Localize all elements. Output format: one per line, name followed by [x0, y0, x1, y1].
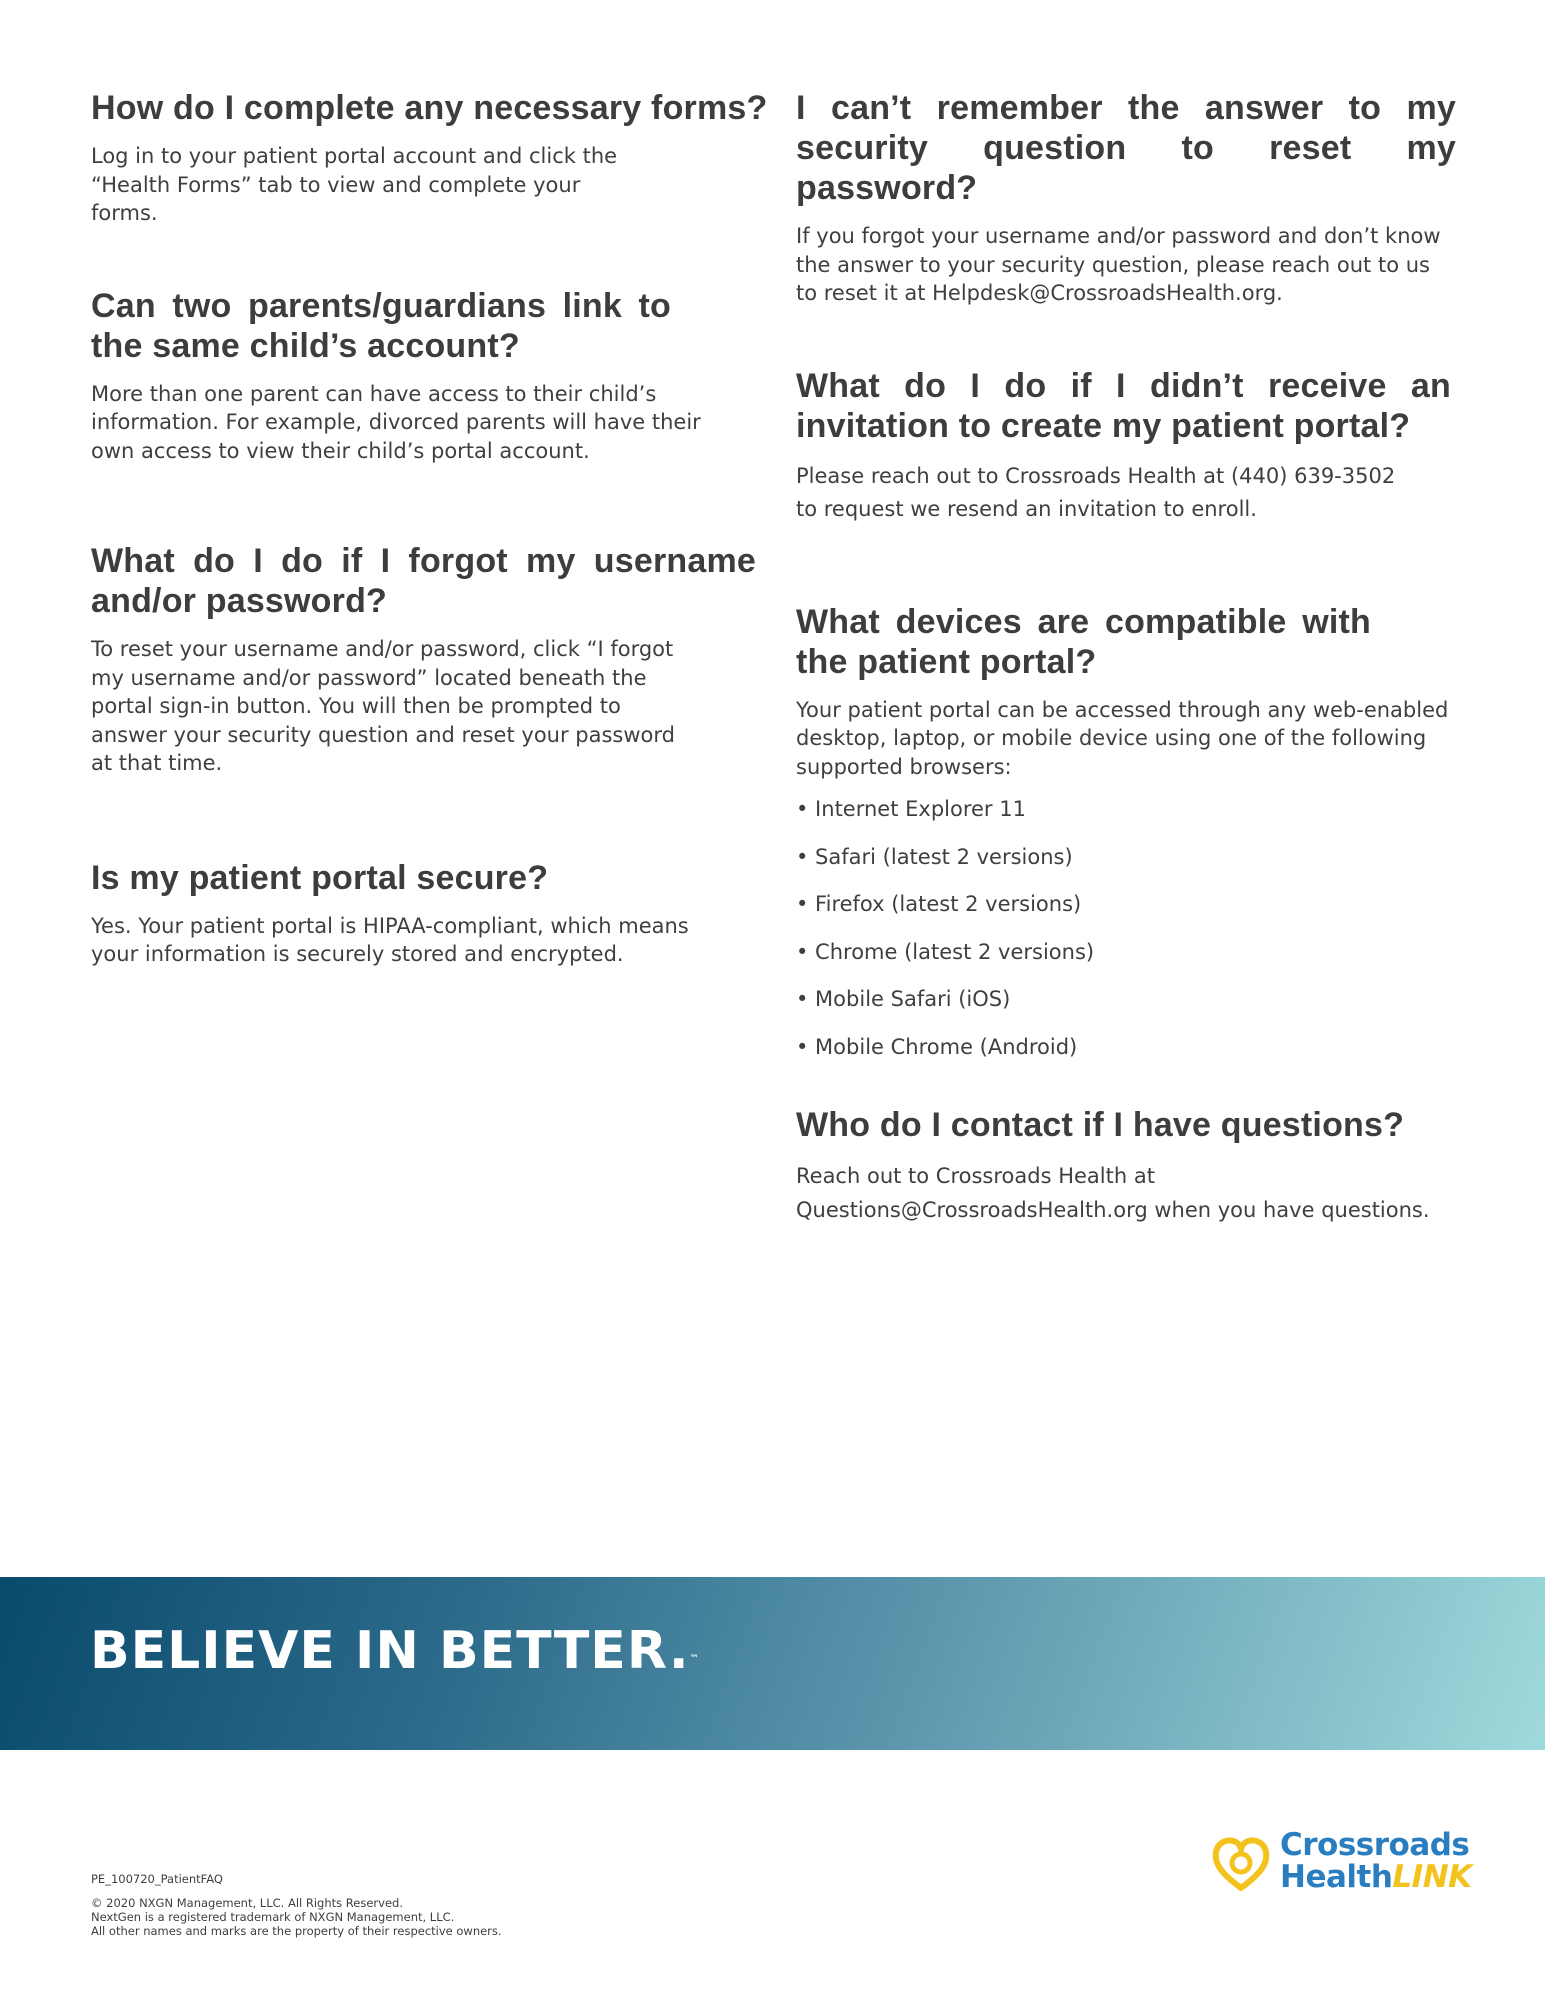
faq-answer: Reach out to Crossroads Health at Questions@CrossroadsHealth.org when you have questions. — [796, 1163, 1430, 1222]
trademark-text: NextGen is a registered trademark of NXGN Management, LLC. — [91, 1910, 455, 1924]
faq-question: What do I do if I forgot my username and/or password? — [91, 542, 756, 620]
faq-question: What do I do if I didn’t receive an invitation to create my patient portal? — [796, 366, 1451, 445]
faq-answer: Your patient portal can be accessed through any web-enabled desktop, laptop, or mobile device using one of the following supported browsers: — [796, 697, 1449, 779]
faq-question: Who do I contact if I have questions? — [796, 1105, 1405, 1144]
list-item: • Safari (latest 2 versions) — [796, 844, 1073, 869]
faq-question: What devices are compatible with the patient portal? — [796, 602, 1371, 681]
faq-parents — [91, 286, 761, 466]
faq-question: Can two parents/guardians link to the same child’s account? — [91, 286, 671, 365]
trademark-mark: ™ — [689, 1654, 700, 1664]
faq-question: How do I complete any necessary forms? — [91, 89, 768, 127]
faq-answer: To reset your username and/or password, click “I forgot my username and/or password” located beneath the portal sign-in button. You will then be prompted to answer your security question and reset your password at that time. — [91, 637, 675, 775]
list-item: • Internet Explorer 11 — [796, 797, 1026, 821]
faq-question: I can’t remember the answer to my security question to reset my password? — [796, 89, 1456, 207]
logo-health: Health — [1280, 1859, 1393, 1895]
document-code: PE_100720_PatientFAQ — [91, 1872, 223, 1886]
other-marks-text: All other names and marks are the property of their respective owners. — [91, 1924, 502, 1938]
logo-link: LINK — [1392, 1859, 1472, 1895]
slogan-banner — [0, 1577, 1545, 1750]
faq-contact — [796, 1105, 1456, 1227]
faq-answer: Please reach out to Crossroads Health at (440) 639-3502 to request we resend an invitation to enroll. — [796, 463, 1396, 521]
list-item: • Mobile Safari (iOS) — [796, 987, 1011, 1011]
faq-devices — [796, 602, 1456, 1061]
logo-line-1: Crossroads — [1280, 1827, 1470, 1863]
left-column — [91, 88, 768, 969]
faq-forgot — [91, 541, 761, 778]
banner-slogan — [90, 1621, 700, 1681]
footer — [91, 1872, 502, 1938]
crossroads-healthlink-logo — [1208, 1828, 1478, 1898]
faq-invitation — [796, 366, 1456, 526]
faq-answer: More than one parent can have access to their child’s information. For example, divorced parents will have their own access to view their child’s portal account. — [91, 381, 701, 463]
list-item: • Firefox (latest 2 versions) — [796, 892, 1082, 916]
logo-line-2 — [1280, 1860, 1472, 1894]
list-item: • Mobile Chrome (Android) — [796, 1034, 1078, 1059]
copyright-text: © 2020 NXGN Management, LLC. All Rights Reserved. — [91, 1896, 403, 1910]
browser-list — [796, 795, 1456, 1061]
faq-forms — [91, 88, 768, 228]
faq-answer: If you forgot your username and/or password and don’t know the answer to your security question, please reach out to us to reset it at Helpdesk@CrossroadsHealth.org. — [796, 224, 1441, 305]
faq-secure — [91, 858, 761, 969]
heart-swirl-icon — [1208, 1830, 1274, 1896]
list-item: • Chrome (latest 2 versions) — [796, 939, 1095, 964]
right-column — [796, 88, 1456, 1227]
faq-answer: Yes. Your patient portal is HIPAA-compliant, which means your information is securely stored and encrypted. — [91, 913, 689, 966]
faq-answer: Log in to your patient portal account and click the “Health Forms” tab to view and complete your forms. — [91, 144, 618, 225]
faq-question: Is my patient portal secure? — [91, 858, 549, 897]
faq-security-question — [796, 88, 1456, 308]
slogan-text: BELIEVE IN BETTER. — [90, 1621, 690, 1681]
